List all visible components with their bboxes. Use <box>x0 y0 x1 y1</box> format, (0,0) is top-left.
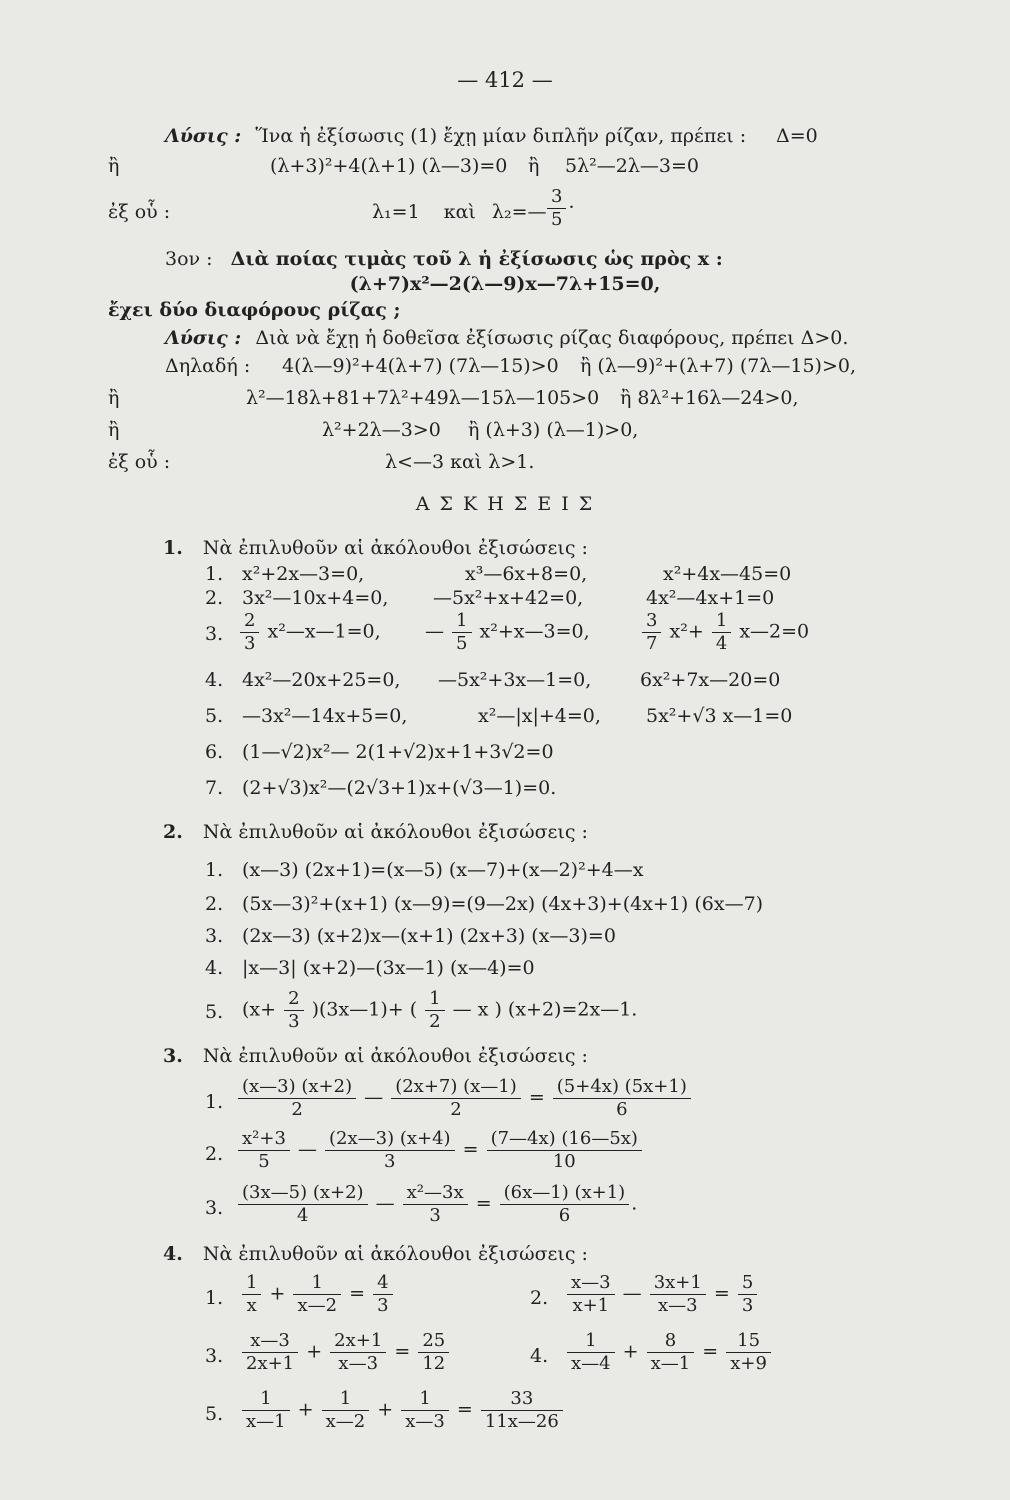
denominator: x—2 <box>297 1295 338 1316</box>
denominator: x—3 <box>405 1411 445 1432</box>
numerator: (7—4x) (16—5x) <box>487 1128 642 1151</box>
denominator: x—1 <box>246 1411 286 1432</box>
or-word: ἢ <box>108 387 120 409</box>
operator: + <box>297 1398 314 1421</box>
exercise-1-header <box>163 536 588 560</box>
equation: —5x²+3x—1=0, <box>438 669 592 691</box>
equation <box>240 1272 395 1317</box>
numerator: 1 <box>712 610 731 633</box>
equation-rest: x—2=0 <box>739 620 810 643</box>
equals-sign: = <box>462 1138 479 1161</box>
condition: Δ=0 <box>776 125 818 147</box>
equation: 5x²+√3 x—1=0 <box>646 705 793 727</box>
exercise-number: 4. <box>163 1243 183 1265</box>
numerator: 1 <box>452 610 471 633</box>
operator: + <box>377 1398 394 1421</box>
item-number: 1. <box>205 1287 224 1309</box>
operator: + <box>622 1340 639 1363</box>
numerator: 1 <box>322 1388 370 1411</box>
root-2: λ₂=— <box>491 201 547 223</box>
equation: x²+2x—3=0, <box>242 563 365 585</box>
item-number: 2. <box>530 1287 549 1309</box>
numerator: 1 <box>293 1272 341 1295</box>
exercise-number: 2. <box>163 821 183 843</box>
item-number: 7. <box>205 777 224 799</box>
operator: — <box>297 1138 317 1161</box>
inequality: λ²+2λ—3>0 <box>322 419 441 441</box>
numerator: 15 <box>726 1330 771 1353</box>
whence-label: ἐξ οὗ : <box>108 451 171 473</box>
numerator: 8 <box>647 1330 695 1353</box>
equation: (λ+3)²+4(λ+1) (λ—3)=0 <box>270 155 508 177</box>
item-number: 3. <box>205 623 224 645</box>
exercise-4-header <box>163 1242 588 1266</box>
numerator: 25 <box>418 1330 449 1353</box>
denominator: x <box>246 1295 257 1316</box>
numerator: 4 <box>373 1272 392 1295</box>
equation: (1—√2)x²— 2(1+√2)x+1+3√2=0 <box>242 741 554 763</box>
equation: x²+4x—45=0 <box>663 563 792 585</box>
period: . <box>631 1192 638 1215</box>
item-number: 1. <box>205 859 224 881</box>
denominator: 5 <box>456 633 468 654</box>
equation <box>242 988 637 1033</box>
solution-lead: Λύσις : <box>165 125 242 147</box>
equation: x³—6x+8=0, <box>465 563 588 585</box>
exercise-title: Νὰ ἐπιλυθοῦν αἱ ἀκόλουθοι ἐξισώσεις : <box>202 821 588 843</box>
equation-part: (x+ <box>242 998 277 1021</box>
equation: 6x²+7x—20=0 <box>640 669 781 691</box>
solution-text: Διὰ νὰ ἔχῃ ἡ δοθεῖσα ἐξίσωσις ρίζας διαφόρους, πρέπει Δ>0. <box>255 327 849 349</box>
item-number: 4. <box>205 669 224 691</box>
denominator: x—1 <box>650 1353 691 1374</box>
item-number: 6. <box>205 741 224 763</box>
section-heading-exercises: Α Σ Κ Η Σ Ε Ι Σ <box>415 493 595 515</box>
numerator: 3 <box>547 186 566 209</box>
exercise-number: 3. <box>163 1045 183 1067</box>
roots-line <box>372 200 547 224</box>
operator: — <box>364 1086 384 1109</box>
equation: 5λ²—2λ—3=0 <box>565 155 699 177</box>
fraction <box>545 186 575 231</box>
equation-rest: x²+x—3=0, <box>479 620 590 643</box>
numerator: 2 <box>240 610 259 633</box>
minus-sign: — <box>425 620 444 643</box>
item-number: 4. <box>205 957 224 979</box>
denominator: 5 <box>551 209 563 230</box>
numerator: (2x+7) (x—1) <box>391 1076 521 1099</box>
equation <box>238 610 381 655</box>
numerator: 2 <box>284 988 303 1011</box>
denominator: 7 <box>646 633 658 654</box>
denominator: 2 <box>450 1099 462 1120</box>
and-word: καὶ <box>443 201 476 223</box>
equals-sign: = <box>456 1398 473 1421</box>
dot: · <box>568 196 575 219</box>
equation <box>240 1330 451 1375</box>
numerator: x²+3 <box>238 1128 290 1151</box>
equation <box>565 1330 773 1375</box>
numerator: 3 <box>642 610 661 633</box>
denominator: 3 <box>384 1151 396 1172</box>
equation <box>236 1076 693 1121</box>
operator: — <box>375 1192 395 1215</box>
equation: (2x—3) (x+2)x—(x+1) (2x+3) (x—3)=0 <box>242 925 616 947</box>
denominator: 3 <box>377 1295 389 1316</box>
operator: + <box>269 1282 286 1305</box>
or-word: ἢ <box>108 155 120 177</box>
denominator: x—4 <box>571 1353 611 1374</box>
solution-text: Ἵνα ἡ ἐξίσωσις (1) ἔχῃ μίαν διπλῆν ρίζαν, πρέπει : <box>255 125 747 147</box>
equals-sign: = <box>713 1282 730 1305</box>
numerator: 1 <box>242 1388 290 1411</box>
equation: 4x²—4x+1=0 <box>646 587 775 609</box>
denominator: 3 <box>244 633 256 654</box>
question-equation: (λ+7)x²—2(λ—9)x—7λ+15=0, <box>349 273 661 295</box>
numerator: x—3 <box>242 1330 298 1353</box>
equation: —5x²+x+42=0, <box>433 587 584 609</box>
operator: + <box>306 1340 323 1363</box>
numerator: 2x+1 <box>330 1330 386 1353</box>
exercise-2-header <box>163 820 588 844</box>
exercise-number: 1. <box>163 537 183 559</box>
item-number: 3. <box>205 1345 224 1367</box>
denominator: 3 <box>429 1205 441 1226</box>
item-number: 2. <box>205 587 224 609</box>
question-3-line <box>165 247 723 271</box>
exercise-3-header <box>163 1044 588 1068</box>
equation: x²—|x|+4=0, <box>478 705 601 727</box>
item-number: 5. <box>205 705 224 727</box>
denominator: 12 <box>422 1353 446 1374</box>
item-number: 1. <box>205 1091 224 1113</box>
denominator: 11x—26 <box>484 1411 559 1432</box>
denominator: 2x+1 <box>246 1353 295 1374</box>
inequality: 4(λ—9)²+4(λ+7) (7λ—15)>0 <box>282 355 559 377</box>
item-number: 1. <box>205 563 224 585</box>
numerator: 1 <box>242 1272 261 1295</box>
numerator: (6x—1) (x+1) <box>500 1182 630 1205</box>
page-number: — 412 — <box>457 68 553 92</box>
item-number: 3. <box>205 1197 224 1219</box>
inequality: ἢ 8λ²+16λ—24>0, <box>620 387 799 409</box>
numerator: 1 <box>401 1388 449 1411</box>
equation: —3x²—14x+5=0, <box>242 705 408 727</box>
solution-lead: Λύσις : <box>165 327 242 349</box>
solution-1-line <box>165 124 746 148</box>
denominator: 6 <box>558 1205 571 1226</box>
item-number: 2. <box>205 893 224 915</box>
namely-label: Δηλαδή : <box>165 355 251 377</box>
equals-sign: = <box>528 1086 545 1109</box>
inequality: ἢ (λ+3) (λ—1)>0, <box>468 419 639 441</box>
numerator: 1 <box>567 1330 615 1353</box>
numerator: 3x+1 <box>650 1272 706 1295</box>
denominator: 2 <box>291 1099 303 1120</box>
root-1: λ₁=1 <box>372 201 420 223</box>
denominator: 4 <box>715 633 728 654</box>
equation <box>640 610 809 655</box>
or-word: ἢ <box>528 155 540 177</box>
numerator: 5 <box>738 1272 757 1295</box>
equation <box>425 610 590 655</box>
exercise-title: Νὰ ἐπιλυθοῦν αἱ ἀκόλουθοι ἐξισώσεις : <box>202 1243 588 1265</box>
numerator: 1 <box>425 988 444 1011</box>
denominator: x+9 <box>730 1353 767 1374</box>
denominator: x—3 <box>657 1295 698 1316</box>
solution-2-line <box>165 326 848 350</box>
equation: (2+√3)x²—(2√3+1)x+(√3—1)=0. <box>242 777 557 799</box>
denominator: 3 <box>288 1011 300 1032</box>
equals-sign: = <box>394 1340 411 1363</box>
item-number: 3. <box>205 925 224 947</box>
numerator: 33 <box>481 1388 563 1411</box>
denominator: x—2 <box>325 1411 366 1432</box>
equation: 3x²—10x+4=0, <box>242 587 389 609</box>
equation-part: )(3x—1)+ ( <box>311 998 418 1021</box>
numerator: (3x—5) (x+2) <box>238 1182 368 1205</box>
equation <box>236 1128 644 1173</box>
question-text: Διὰ ποίας τιμὰς τοῦ λ ἡ ἐξίσωσις ὡς πρὸς x : <box>230 248 723 270</box>
equals-sign: = <box>702 1340 719 1363</box>
inequality: ἢ (λ—9)²+(λ+7) (7λ—15)>0, <box>580 355 857 377</box>
numerator: x²—3x <box>403 1182 468 1205</box>
equation-mid: x²+ <box>669 620 704 643</box>
denominator: 6 <box>616 1099 628 1120</box>
whence-label: ἐξ οὗ : <box>108 201 171 223</box>
equation: 4x²—20x+25=0, <box>242 669 401 691</box>
operator: — <box>622 1282 642 1305</box>
equation <box>236 1182 637 1227</box>
equation: (x—3) (2x+1)=(x—5) (x—7)+(x—2)²+4—x <box>242 859 644 881</box>
numerator: (x—3) (x+2) <box>238 1076 356 1099</box>
equation <box>240 1388 565 1433</box>
item-number: 5. <box>205 1403 224 1425</box>
or-word: ἢ <box>108 419 120 441</box>
item-number: 4. <box>530 1345 549 1367</box>
numerator: (2x—3) (x+4) <box>325 1128 455 1151</box>
equation: (5x—3)²+(x+1) (x—9)=(9—2x) (4x+3)+(4x+1) (6x—7) <box>242 893 764 915</box>
denominator: 10 <box>552 1151 576 1172</box>
item-number: 2. <box>205 1143 224 1165</box>
exercise-title: Νὰ ἐπιλυθοῦν αἱ ἀκόλουθοι ἐξισώσεις : <box>202 537 588 559</box>
question-tail: ἔχει δύο διαφόρους ρίζας ; <box>108 299 401 321</box>
denominator: x—3 <box>338 1353 379 1374</box>
exercise-title: Νὰ ἐπιλυθοῦν αἱ ἀκόλουθοι ἐξισώσεις : <box>202 1045 588 1067</box>
question-label: 3ον : <box>165 248 213 270</box>
equation: |x—3| (x+2)—(3x—1) (x—4)=0 <box>242 957 535 979</box>
equals-sign: = <box>475 1192 492 1215</box>
inequality: λ²—18λ+81+7λ²+49λ—15λ—105>0 <box>246 387 600 409</box>
denominator: 5 <box>258 1151 270 1172</box>
equals-sign: = <box>349 1282 366 1305</box>
numerator: (5+4x) (5x+1) <box>553 1076 691 1099</box>
equation-rest: x²—x—1=0, <box>267 620 381 643</box>
equation <box>565 1272 759 1317</box>
item-number: 5. <box>205 1001 224 1023</box>
numerator: x—3 <box>567 1272 615 1295</box>
denominator: 4 <box>297 1205 309 1226</box>
denominator: x+1 <box>572 1295 610 1316</box>
equation-part: — x ) (x+2)=2x—1. <box>452 998 638 1021</box>
denominator: 2 <box>429 1011 441 1032</box>
solution-set: λ<—3 καὶ λ>1. <box>385 451 535 473</box>
denominator: 3 <box>741 1295 754 1316</box>
